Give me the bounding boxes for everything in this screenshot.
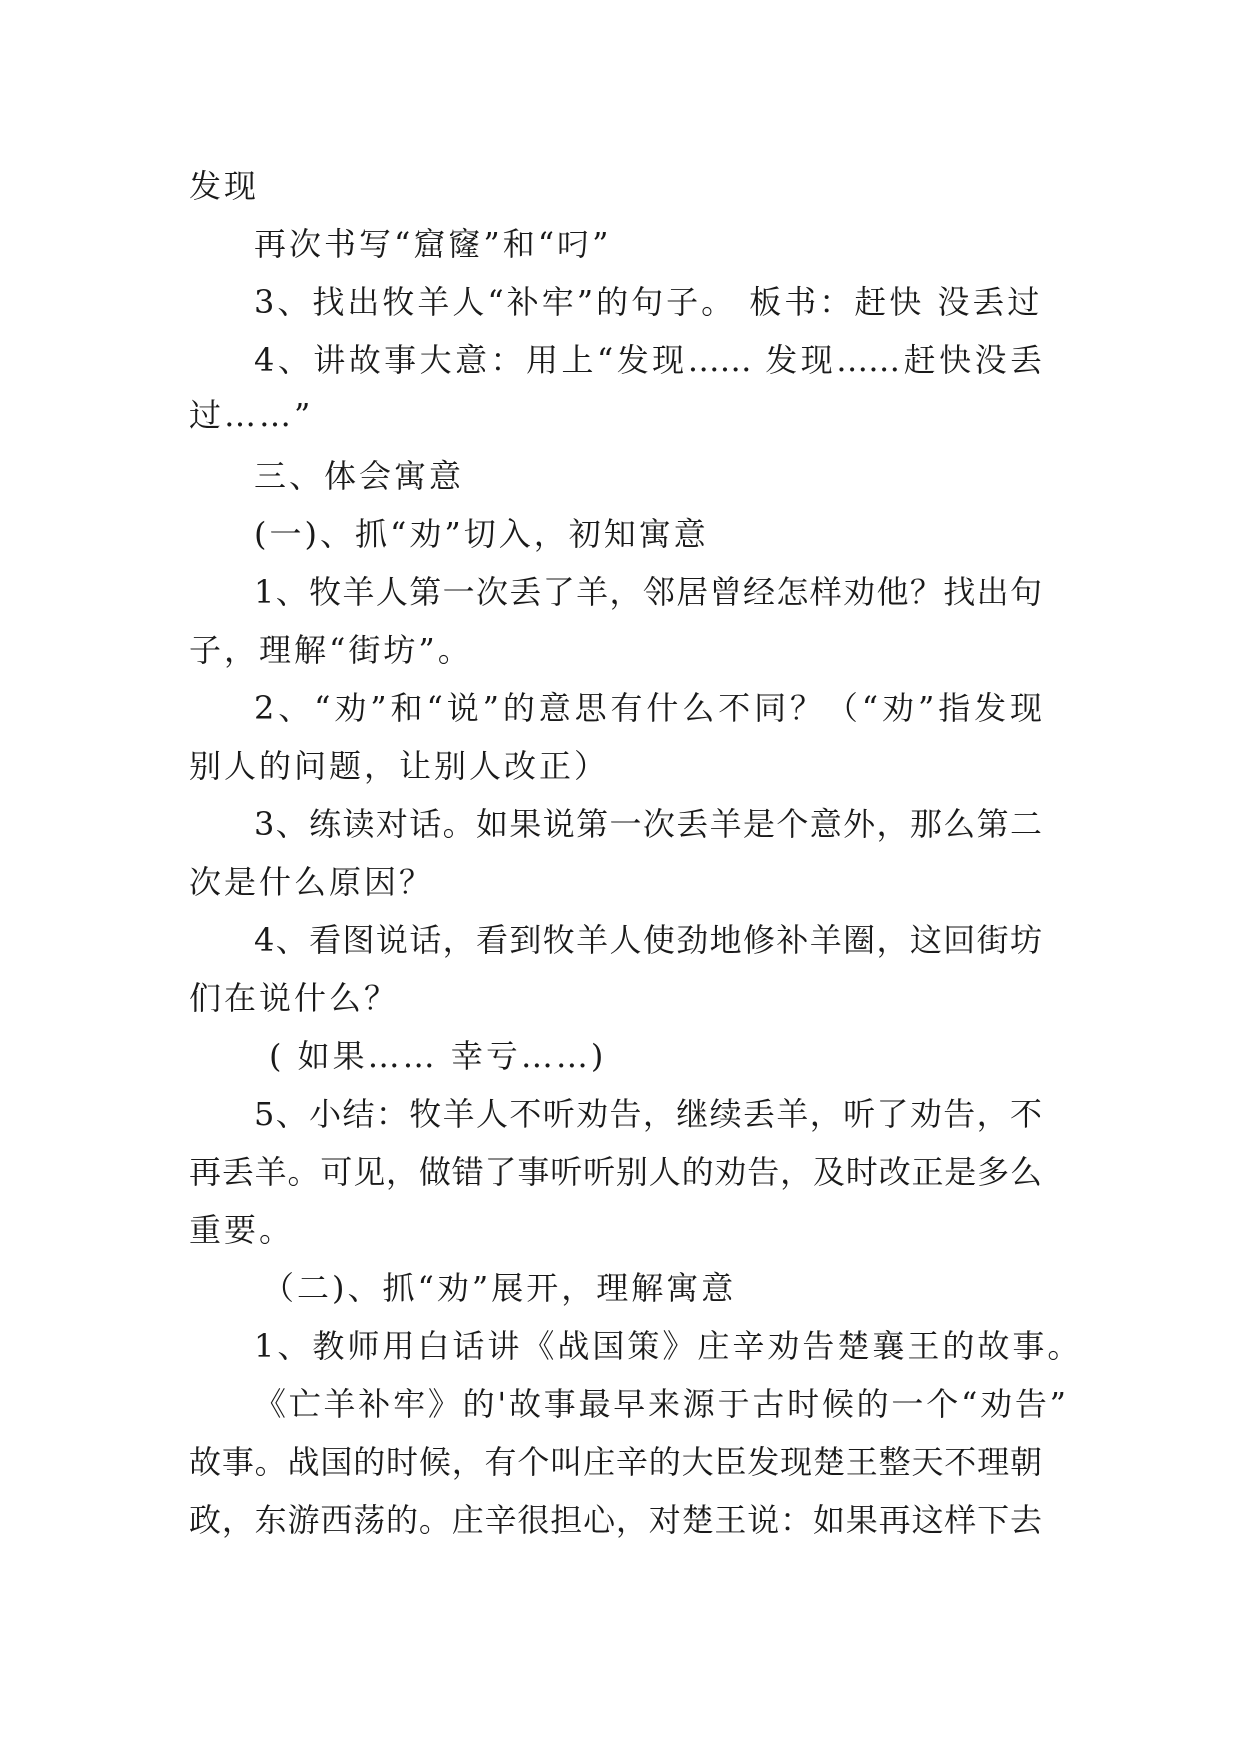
text-line-14: 4、看图说话，看到牧羊人使劲地修补羊圈，这回街坊 [254, 921, 1042, 959]
text-line-22: 《亡羊补牢》的'故事最早来源于古时候的一个“劝告” [254, 1385, 1066, 1423]
text-line-9: 子，理解“街坊”。 [189, 631, 473, 669]
subsection-heading-2: （二)、抓“劝”展开，理解寓意 [262, 1269, 737, 1307]
text-line-15: 们在说什么？ [189, 979, 400, 1017]
text-line-21: 1、教师用白话讲《战国策》庄辛劝告楚襄王的故事。 [254, 1327, 1083, 1365]
text-line-5: 过……” [189, 396, 314, 434]
text-line-18: 再丢羊。可见，做错了事听听别人的劝告，及时改正是多么 [189, 1153, 1042, 1191]
text-line-16: ( 如果…… 幸亏……) [269, 1037, 607, 1075]
text-line-2: 再次书写“窟窿”和“叼” [254, 225, 612, 263]
text-line-23: 故事。战国的时候，有个叫庄辛的大臣发现楚王整天不理朝 [189, 1443, 1042, 1481]
subsection-heading-1: (一)、抓“劝”切入，初知寓意 [254, 515, 709, 553]
text-line-19: 重要。 [189, 1211, 295, 1249]
text-line-10: 2、“劝”和“说”的意思有什么不同？（“劝”指发现 [254, 689, 1042, 727]
text-line-3: 3、找出牧羊人“补牢”的句子。 板书：赶快 没丢过 [254, 283, 1043, 321]
text-line-24: 政，东游西荡的。庄辛很担心，对楚王说：如果再这样下去 [189, 1501, 1042, 1539]
text-line-13: 次是什么原因？ [189, 863, 435, 901]
text-line-8: 1、牧羊人第一次丢了羊，邻居曾经怎样劝他？找出句 [254, 573, 1042, 611]
section-heading-3: 三、体会寓意 [254, 457, 465, 495]
text-line-12: 3、练读对话。如果说第一次丢羊是个意外，那么第二 [254, 805, 1042, 843]
text-line-17: 5、小结：牧羊人不听劝告，继续丢羊，听了劝告，不 [254, 1095, 1042, 1133]
text-line-4: 4、讲故事大意：用上“发现…… 发现……赶快没丢 [254, 341, 1042, 379]
text-line-11: 别人的问题，让别人改正） [189, 747, 610, 785]
text-line-1: 发现 [189, 167, 260, 205]
